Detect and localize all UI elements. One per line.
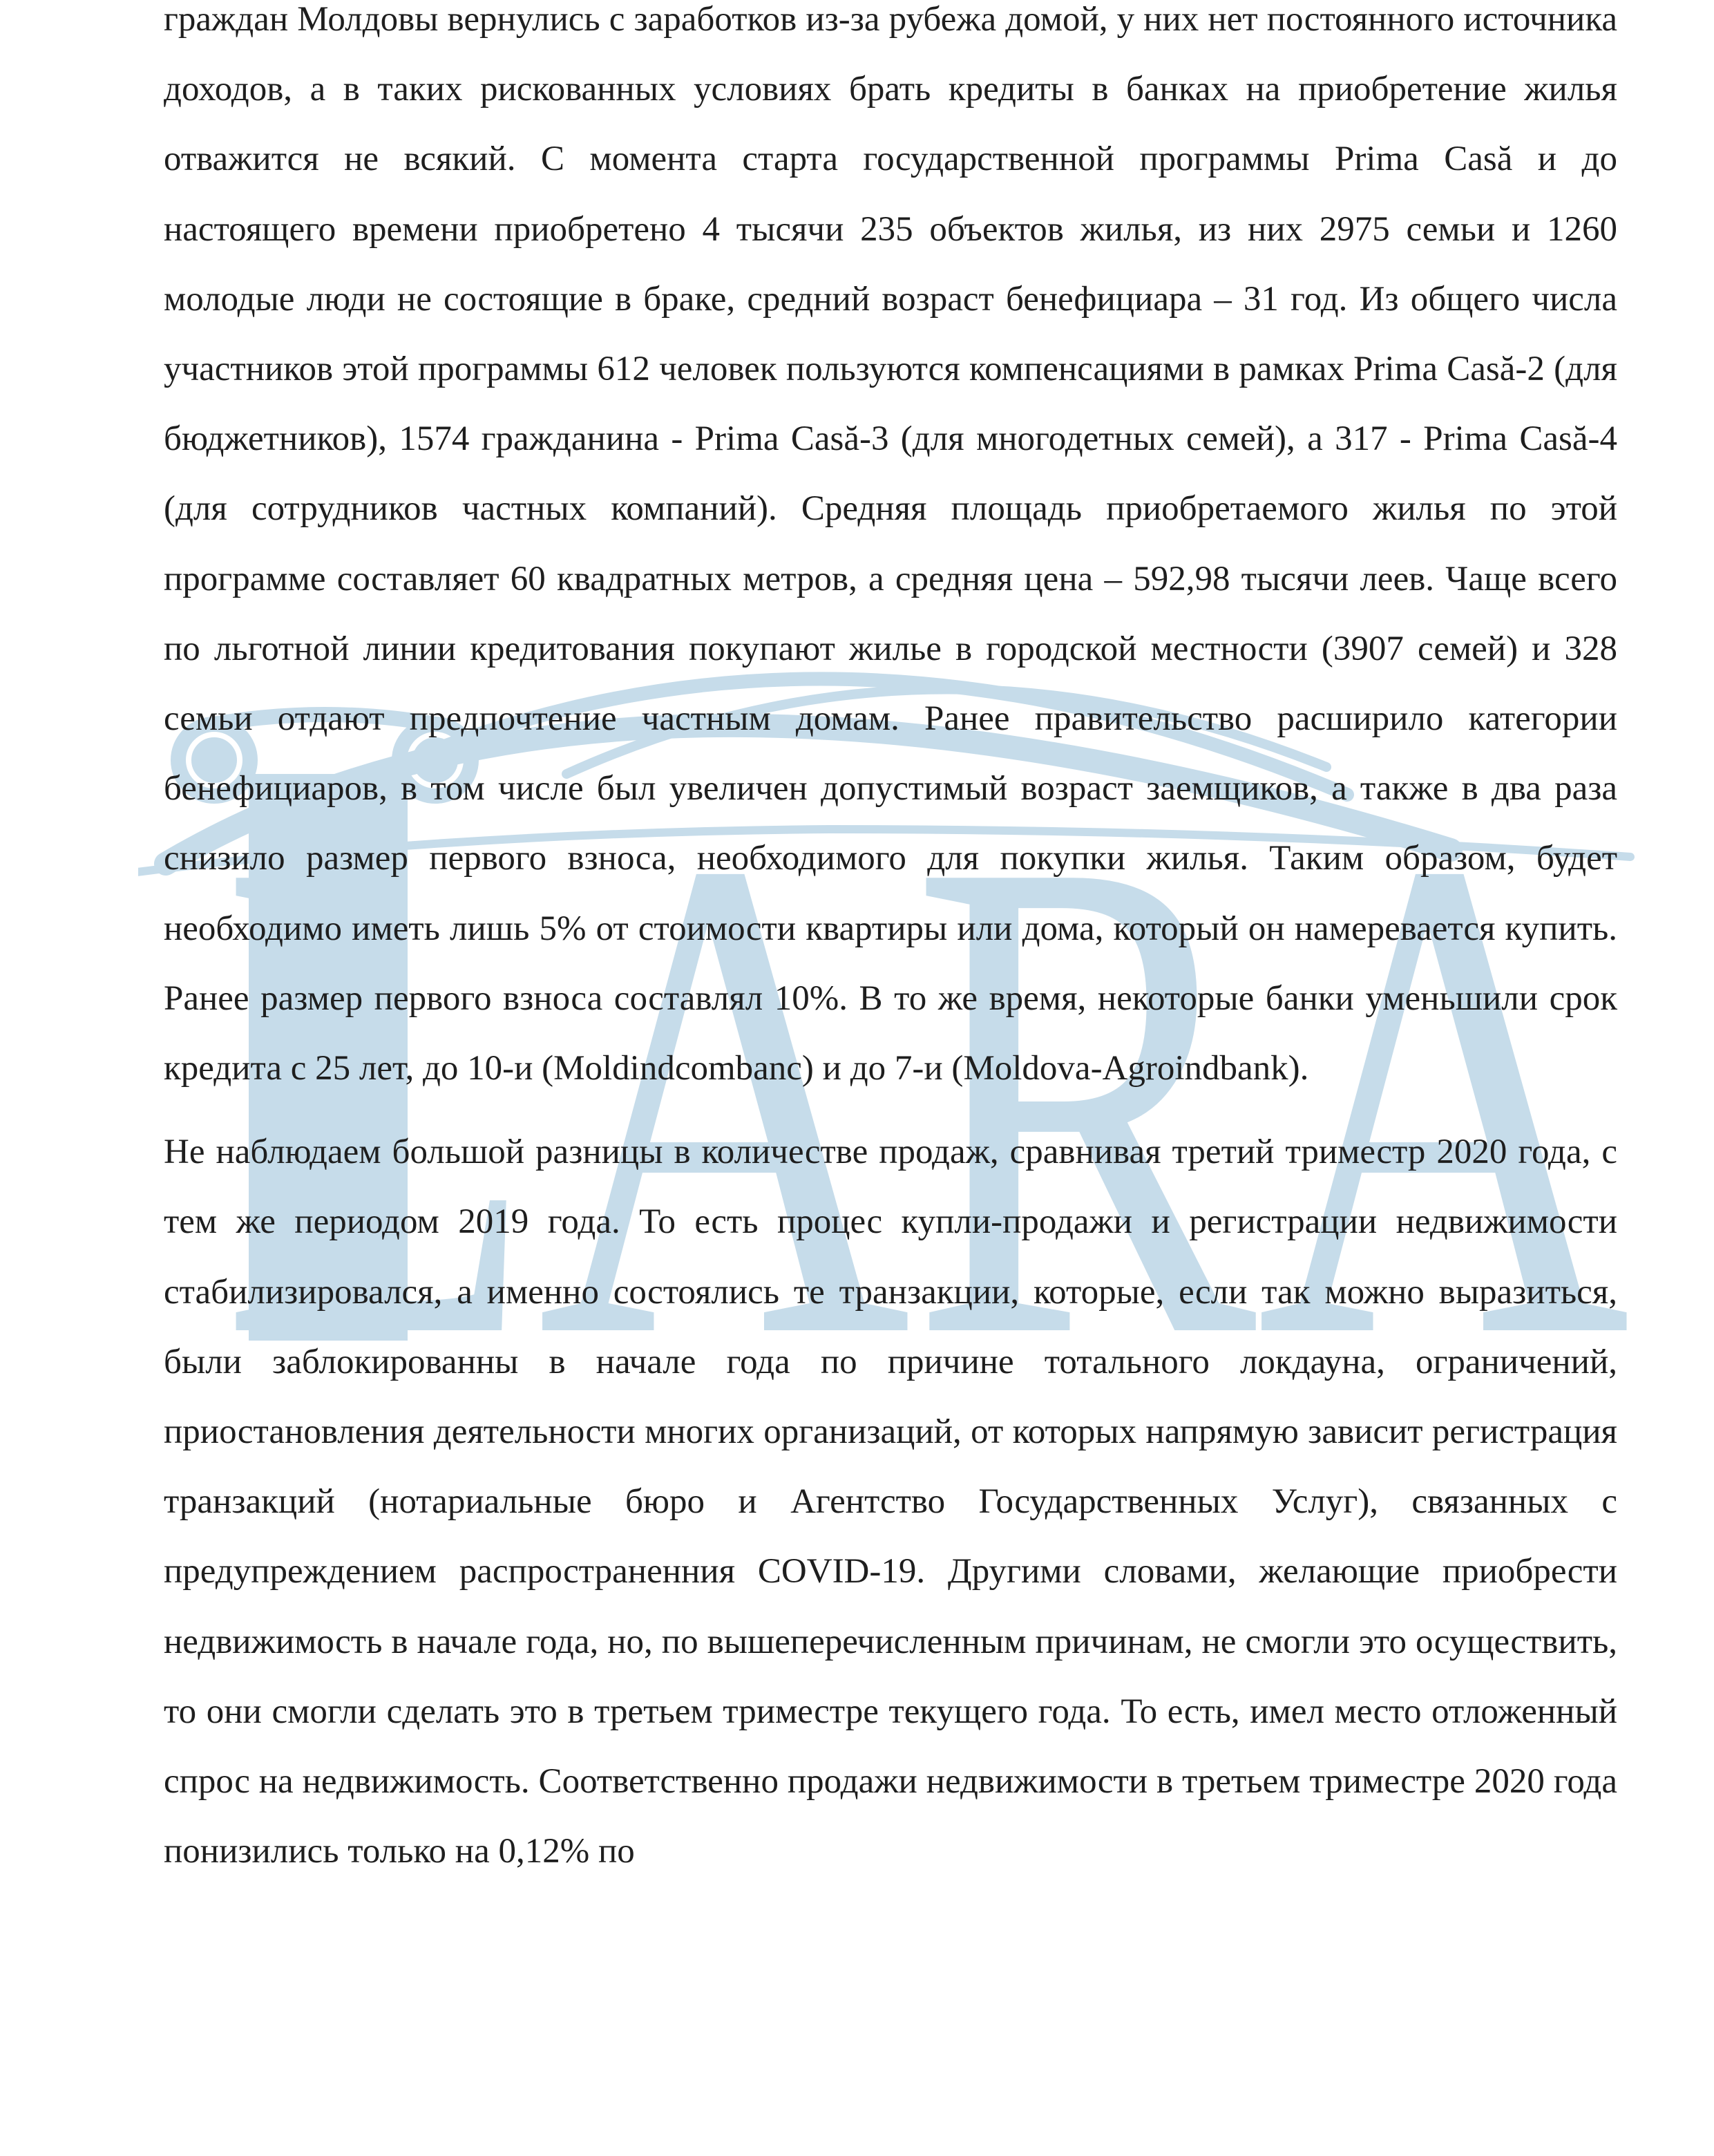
- document-body: [164, 0, 1617, 1886]
- paragraph-sales-comparison: Не наблюдаем большой разницы в количестве продаж, сравнивая третий триместр 2020 года, с тем же периодом 2019 года. То есть процес купли-продажи и регистрации недвижимости стабилизировался, а именно состоялись те транзакции, которые, если так можно выразиться, были заблокированны в начале года по причине тотального локдауна, ограничений, приостановления деятельности многих организаций, от которых напрямую зависит регистрация транзакций (нотариальные бюро и Агентство Государственных Услуг), связанных с предупреждением распространенния COVID-19. Другими словами, желающие приобрести недвижимость в начале года, но, по вышеперечисленным причинам, не смогли это осуществить, то они смогли сделать это в третьем триместре текущего года. То есть, имел место отложенный спрос на недвижимость. Соответственно продажи недвижимости в третьем триместре 2020 года понизились только на 0,12% по: [164, 1133, 1617, 1871]
- paragraph-prima-casa: граждан Молдовы вернулись с заработков из-за рубежа домой, у них нет постоянного источника доходов, а в таких рискованных условиях брать кредиты в банках на приобретение жилья отважится не всякий. С момента старта государственной программы Prima Casă и до настоящего времени приобретено 4 тысячи 235 объектов жилья, из них 2975 семьи и 1260 молодые люди не состоящие в браке, средний возраст бенефициара – 31 год. Из общего числа участников этой программы 612 человек пользуются компенсациями в рамках Prima Casă-2 (для бюджетников), 1574 гражданина - Prima Casă-3 (для многодетных семей), а 317 - Prima Casă-4 (для сотрудников частных компаний). Средняя площадь приобретаемого жилья по этой программе составляет 60 квадратных метров, а средняя цена – 592,98 тысячи леев. Чаще всего по льготной линии кредитования покупают жилье в городской местности (3907 семей) и 328 семьи отдают предпочтение частным домам. Ранее правительство расширило категории бенефициаров, в том числе был увеличен допустимый возраст заемщиков, а также в два раза снизило размер первого взноса, необходимого для покупки жилья. Таким образом, будет необходимо иметь лишь 5% от стоимости квартиры или дома, который он намеревается купить. Ранее размер первого взноса составлял 10%. В то же время, некоторые банки уменьшили срок кредита с 25 лет, до 10-и (Moldindcombanc) и до 7-и (Moldova-Agroindbank).: [164, 0, 1617, 1088]
- watermark-text: LARA: [221, 715, 1630, 1341]
